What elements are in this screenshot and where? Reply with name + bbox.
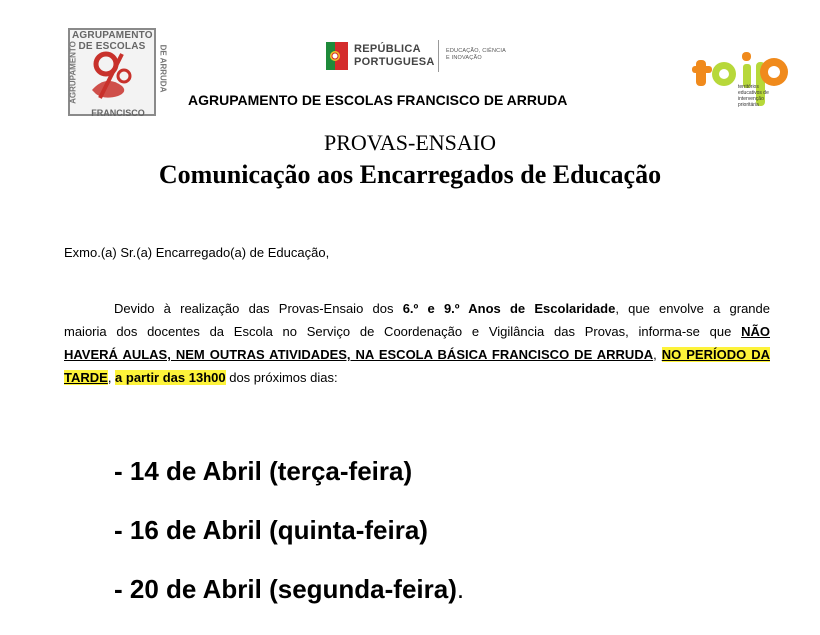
document-subtitle: Comunicação aos Encarregados de Educação	[158, 160, 662, 189]
teip-tagline-4: prioritária	[738, 102, 759, 108]
date-item	[114, 574, 464, 605]
greeting: Exmo.(a) Sr.(a) Encarregado(a) de Educação,	[64, 245, 330, 260]
teip-tagline	[738, 84, 769, 108]
document-title: PROVAS-ENSAIO	[324, 130, 496, 155]
date-item	[114, 456, 412, 487]
date-text: - 16 de Abril (quinta-feira)	[114, 515, 428, 545]
paragraph-text: ,	[107, 370, 116, 385]
paragraph-text: ,	[653, 347, 662, 362]
highlighted-period: NO PERÍODO DA	[661, 347, 770, 362]
paragraph-line-3	[64, 343, 770, 366]
date-text: - 14 de Abril (terça-feira)	[114, 456, 413, 486]
paragraph-text: Devido à realização das Provas-Ensaio dos	[114, 301, 403, 316]
paragraph-line-4	[64, 366, 770, 389]
notice-paragraph	[64, 297, 770, 389]
republica-portuguesa-logo	[326, 40, 516, 74]
ministry-line-1: EDUCAÇÃO, CIÊNCIA	[446, 48, 506, 54]
school-logo-left-text: AGRUPAMENTO	[68, 41, 78, 104]
teip-tagline-2: educativos de	[738, 90, 769, 96]
paragraph-text: dos próximos dias:	[225, 370, 338, 385]
highlighted-period: TARDE	[64, 370, 108, 385]
paragraph-line-1	[64, 297, 770, 320]
emphasis-text: HAVERÁ AULAS, NEM OUTRAS ATIVIDADES, NA ESCOLA BÁSICA FRANCISCO DE ARRUDA	[64, 347, 654, 362]
republica-line-1: REPÚBLICA	[354, 43, 421, 55]
school-logo-top-text: AGRUPAMENTO DE ESCOLAS	[72, 30, 153, 52]
date-item	[114, 515, 428, 546]
school-years: 6.º e 9.º Anos de Escolaridade	[402, 301, 616, 316]
school-logo	[64, 24, 168, 120]
teip-logo	[692, 40, 802, 112]
school-logo-bottom-text: FRANCISCO	[91, 108, 145, 118]
school-logo-right-text: DE ARRUDA	[158, 44, 168, 93]
paragraph-text: , que envolve a grande	[615, 301, 770, 316]
teip-tagline-1: territórios	[738, 84, 759, 90]
school-emblem-icon	[82, 46, 138, 102]
republica-logo-divider	[438, 40, 439, 72]
date-text: - 20 de Abril (segunda-feira)	[114, 574, 457, 604]
republica-line-2: PORTUGUESA	[354, 56, 435, 68]
paragraph-text: maioria dos docentes da Escola no Serviço de Coordenação e Vigilância das Provas, informa-se que	[64, 324, 742, 339]
ministry-line-2: E INOVAÇÃO	[446, 55, 482, 61]
school-name: AGRUPAMENTO DE ESCOLAS FRANCISCO DE ARRUDA	[188, 92, 568, 108]
portugal-flag-icon	[326, 42, 348, 70]
paragraph-line-2	[64, 320, 770, 343]
teip-tagline-3: intervenção	[738, 96, 764, 102]
emphasis-text: NÃO	[741, 324, 770, 339]
date-suffix: .	[456, 574, 465, 604]
highlighted-time: a partir das 13h00	[115, 370, 226, 385]
